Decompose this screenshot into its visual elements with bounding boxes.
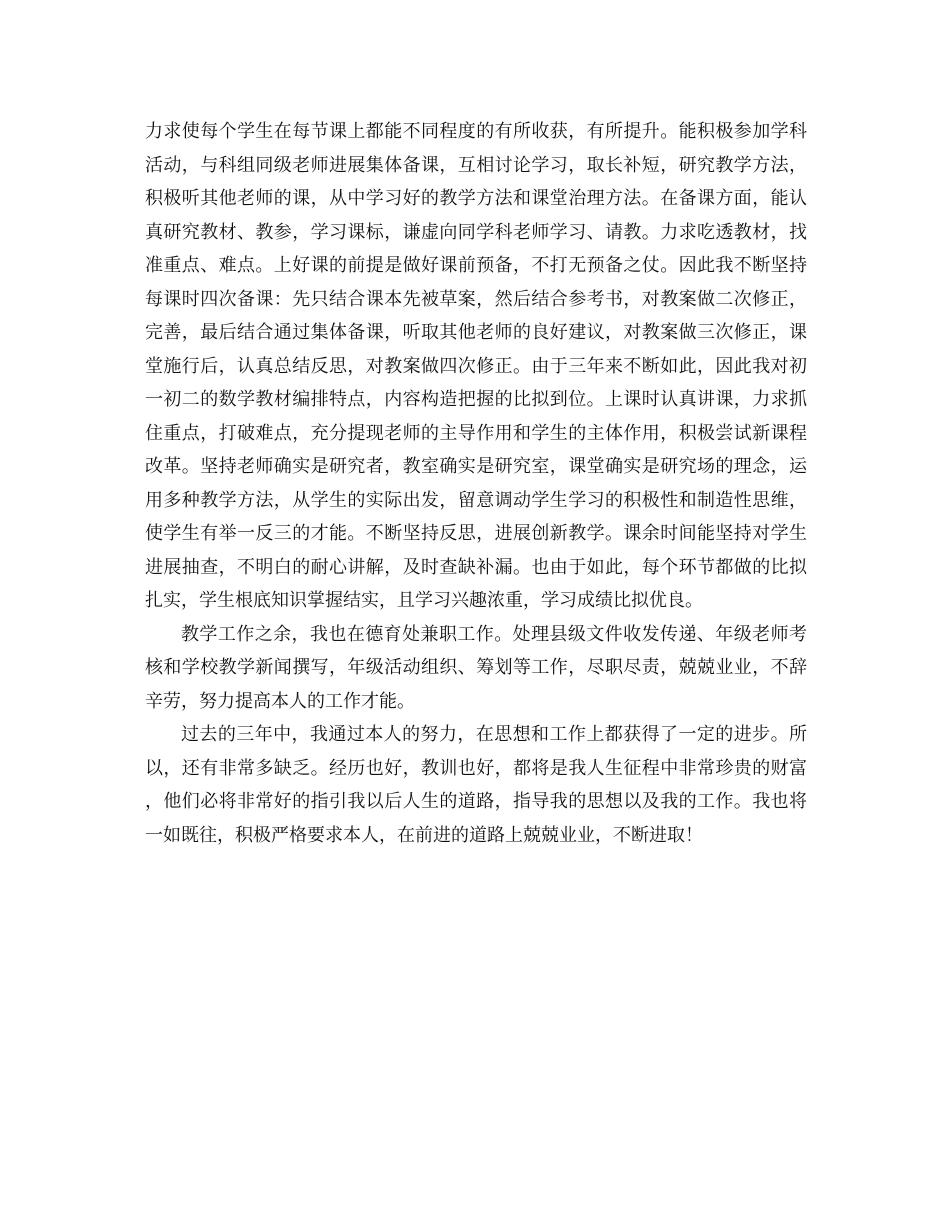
- document-body: [145, 115, 807, 852]
- paragraph-teaching-methods: 力求使每个学生在每节课上都能不同程度的有所收获，有所提升。能积极参加学科活动，与科组同级老师进展集体备课，互相讨论学习，取长补短，研究教学方法，积极听其他老师的课，从中学习好的教学方法和课堂治理方法。在备课方面，能认真研究教材、教参，学习课标，谦虚向同学科老师学习、请教。力求吃透教材，找准重点、难点。上好课的前提是做好课前预备，不打无预备之仗。因此我不断坚持每课时四次备课：先只结合课本先被草案，然后结合参考书，对教案做二次修正，完善，最后结合通过集体备课，听取其他老师的良好建议，对教案做三次修正，课堂施行后，认真总结反思，对教案做四次修正。由于三年来不断如此，因此我对初一初二的数学教材编排特点，内容构造把握的比拟到位。上课时认真讲课，力求抓住重点，打破难点，充分提现老师的主导作用和学生的主体作用，积极尝试新课程改革。坚持老师确实是研究者，教室确实是研究室，课堂确实是研究场的理念，运用多种教学方法，从学生的实际出发，留意调动学生学习的积极性和制造性思维，使学生有举一反三的才能。不断坚持反思，进展创新教学。课余时间能坚持对学生进展抽查，不明白的耐心讲解，及时查缺补漏。也由于如此，每个环节都做的比拟扎实，学生根底知识掌握结实，且学习兴趣浓重，学习成绩比拟优良。: [145, 121, 807, 611]
- paragraph-three-year-summary: 过去的三年中，我通过本人的努力，在思想和工作上都获得了一定的进步。所以，还有非常多缺乏。经历也好，教训也好，都将是我人生征程中非常珍贵的财富，他们必将非常好的指引我以后人生的道路，指导我的思想以及我的工作。我也将一如既往，积极严格要求本人，在前进的道路上兢兢业业，不断进取！: [145, 724, 807, 846]
- paragraph-moral-education-work: 教学工作之余，我也在德育处兼职工作。处理县级文件收发传递、年级老师考核和学校教学新闻撰写，年级活动组织、筹划等工作，尽职尽责，兢兢业业，不辞辛劳，努力提高本人的工作才能。: [145, 623, 807, 712]
